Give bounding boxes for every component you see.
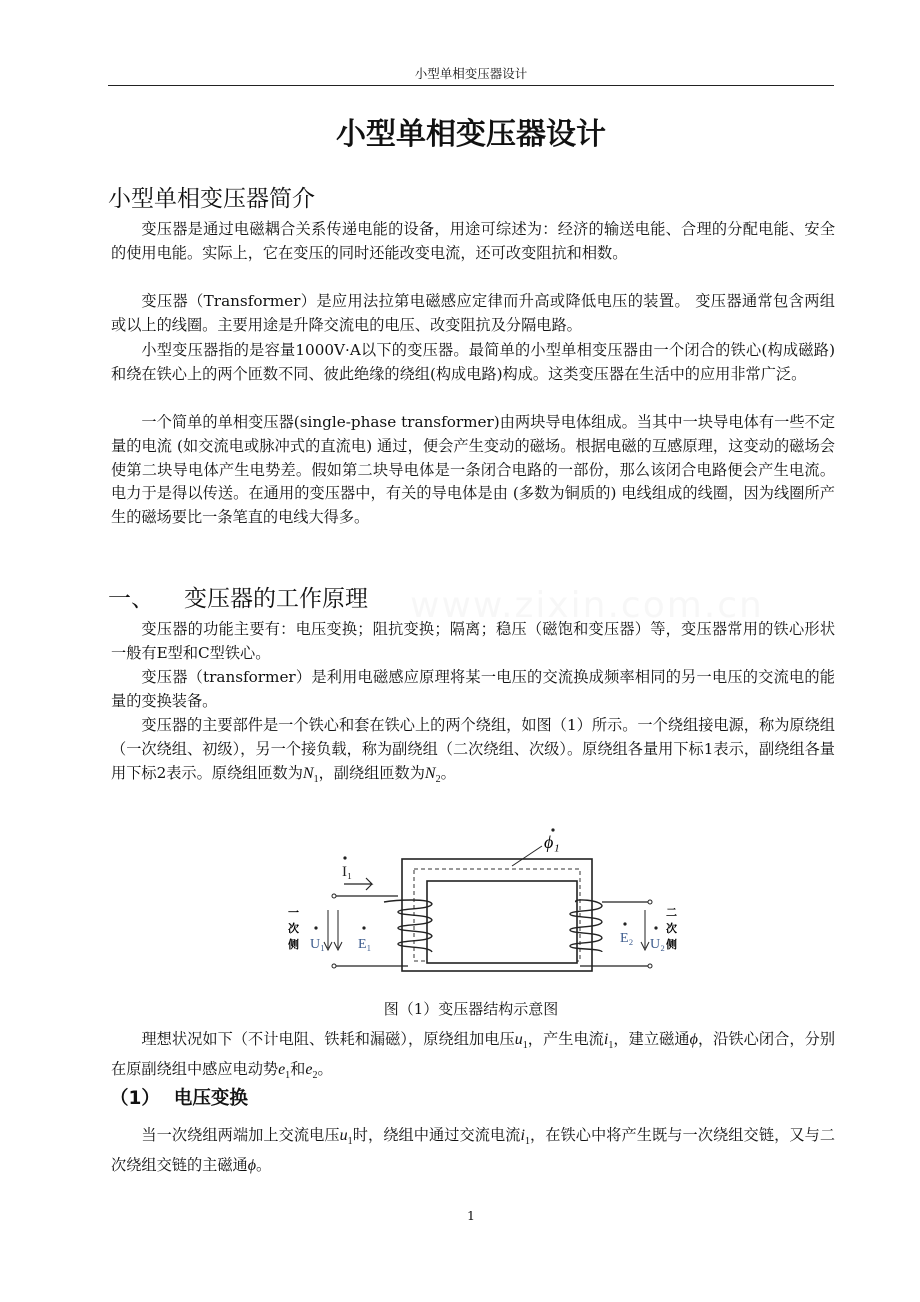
section-1-heading xyxy=(108,584,368,614)
primary-side-char-3: 侧 xyxy=(288,938,299,951)
symbol-N2: $N_2$ xyxy=(424,764,441,785)
secondary-side-char-1: 二 xyxy=(666,906,677,919)
symbol-phi-b: ϕ xyxy=(247,1156,256,1174)
header-rule xyxy=(108,85,834,86)
subsection-1-heading xyxy=(110,1086,248,1112)
phi-label: ϕ₁ xyxy=(544,832,560,852)
section-1-paragraph-4: 理想状况如下（不计电阻、铁耗和漏磁），原绕组加电压$u_1$，产生电流$i_1$，建立磁通ϕ，沿铁心闭合，分别在原副绕组中感应电动势$e_1$和$e_2$。 xyxy=(111,1030,836,1082)
figure-caption: 图（1）变压器结构示意图 xyxy=(383,1000,559,1018)
primary-terminal-top xyxy=(332,894,336,898)
e1-dot xyxy=(362,926,365,929)
i1-label: I₁ xyxy=(342,864,353,880)
section-1-paragraph-2: 变压器（transformer）是利用电磁感应原理将某一电压的交流换成频率相同的另一电压的交流电的能量的变换装备。 xyxy=(111,668,835,710)
intro-paragraph-3: 小型变压器指的是容量1000V·A以下的变压器。最简单的小型单相变压器由一个闭合的铁心(构成磁路)和绕在铁心上的两个匝数不同、彼此绝缘的绕组(构成电路)构成。这类变压器在生活中的应用非常广泛。 xyxy=(111,341,835,383)
subsection-1-title: 电压变换 xyxy=(173,1088,248,1109)
e2-label: E₂ xyxy=(620,931,634,946)
primary-side-char-1: 一 xyxy=(288,906,299,919)
secondary-terminal-bottom xyxy=(648,964,652,968)
running-header: 小型单相变压器设计 xyxy=(414,66,528,81)
subsection-1-number: （1） xyxy=(110,1088,160,1109)
symbol-i1-b: $i_1$ xyxy=(520,1127,530,1148)
primary-coil xyxy=(384,900,432,952)
section-1-paragraph-3: 变压器的主要部件是一个铁心和套在铁心上的两个绕组，如图（1）所示。一个绕组接电源，称为原绕组（一次绕组、初级），另一个接负载，称为副绕组（二次绕组、次级）。原绕组各量用下标1表示，副绕组各量用下标2表示。原绕组匝数为$N_1$，副绕组匝数为$N_2$。 xyxy=(111,716,835,785)
intro-paragraph-2: 变压器（Transformer）是应用法拉第电磁感应定律而升高或降低电压的装置。 变压器通常包含两组或以上的线圈。主要用途是升降交流电的电压、改变阻抗及分隔电路。 xyxy=(111,292,835,334)
phi-leader xyxy=(512,846,542,866)
u1-dot xyxy=(314,926,317,929)
secondary-side-char-2: 次 xyxy=(666,922,677,935)
u1-label: U₁ xyxy=(310,937,325,952)
secondary-terminal-top xyxy=(648,900,652,904)
symbol-N1: $N_1$ xyxy=(302,764,319,785)
transformer-diagram xyxy=(280,824,680,984)
core-window xyxy=(427,881,577,963)
section-1-paragraph-1: 变压器的功能主要有：电压变换；阻抗变换；隔离；稳压（磁饱和变压器）等，变压器常用的铁心形状一般有E型和C型铁心。 xyxy=(111,620,835,662)
symbol-u1: $u_1$ xyxy=(514,1031,528,1052)
symbol-e1: $e_1$ xyxy=(278,1060,291,1082)
symbol-i1: $i_1$ xyxy=(603,1031,614,1052)
u2-dot xyxy=(654,926,657,929)
document-title: 小型单相变压器设计 xyxy=(336,117,606,152)
u2-label: U₂ xyxy=(650,937,665,952)
i1-dot xyxy=(343,856,346,859)
e2-dot xyxy=(623,922,626,925)
symbol-phi: ϕ xyxy=(689,1031,698,1048)
section-1-title: 变压器的工作原理 xyxy=(184,586,368,612)
intro-paragraph-4: 一个简单的单相变压器(single-phase transformer)由两块导电体组成。当其中一块导电体有一些不定量的电流 (如交流电或脉冲式的直流电) 通过，便会产生变动的磁场。根据电磁的互感原理，这变动的磁场会使第二块导电体产生电势差。假如第二块导电体是一条闭合电路的一部份，那么该闭合电路便会产生电流。电力于是得以传送。在通用的变压器中，有关的导电体是由 (多数为铜质的) 电线组成的线圈，因为线圈所产生的磁场要比一条笔直的电线大得多。 xyxy=(111,413,835,527)
symbol-u1-b: $u_1$ xyxy=(339,1127,353,1148)
primary-terminal-bottom xyxy=(332,964,336,968)
section-1-number: 一、 xyxy=(108,586,154,612)
intro-heading: 小型单相变压器简介 xyxy=(108,186,315,212)
phi-dot xyxy=(551,828,554,831)
watermark: www.zixin.com.cn xyxy=(410,585,764,626)
intro-paragraph-1: 变压器是通过电磁耦合关系传递电能的设备，用途可综述为：经济的输送电能、合理的分配电能、安全的使用电能。实际上，它在变压的同时还能改变电流，还可改变阻抗和相数。 xyxy=(111,220,835,262)
primary-side-char-2: 次 xyxy=(288,922,299,935)
symbol-e2: $e_2$ xyxy=(305,1060,318,1082)
page-number: 1 xyxy=(467,1208,475,1223)
secondary-side-char-3: 侧 xyxy=(666,938,677,951)
transformer-diagram-svg xyxy=(280,824,680,984)
e1-label: E₁ xyxy=(358,937,372,952)
subsection-1-paragraph: 当一次绕组两端加上交流电压$u_1$时，绕组中通过交流电流$i_1$，在铁心中将产生既与一次绕组交链，又与二次绕组交链的主磁通ϕ。 xyxy=(111,1126,836,1174)
